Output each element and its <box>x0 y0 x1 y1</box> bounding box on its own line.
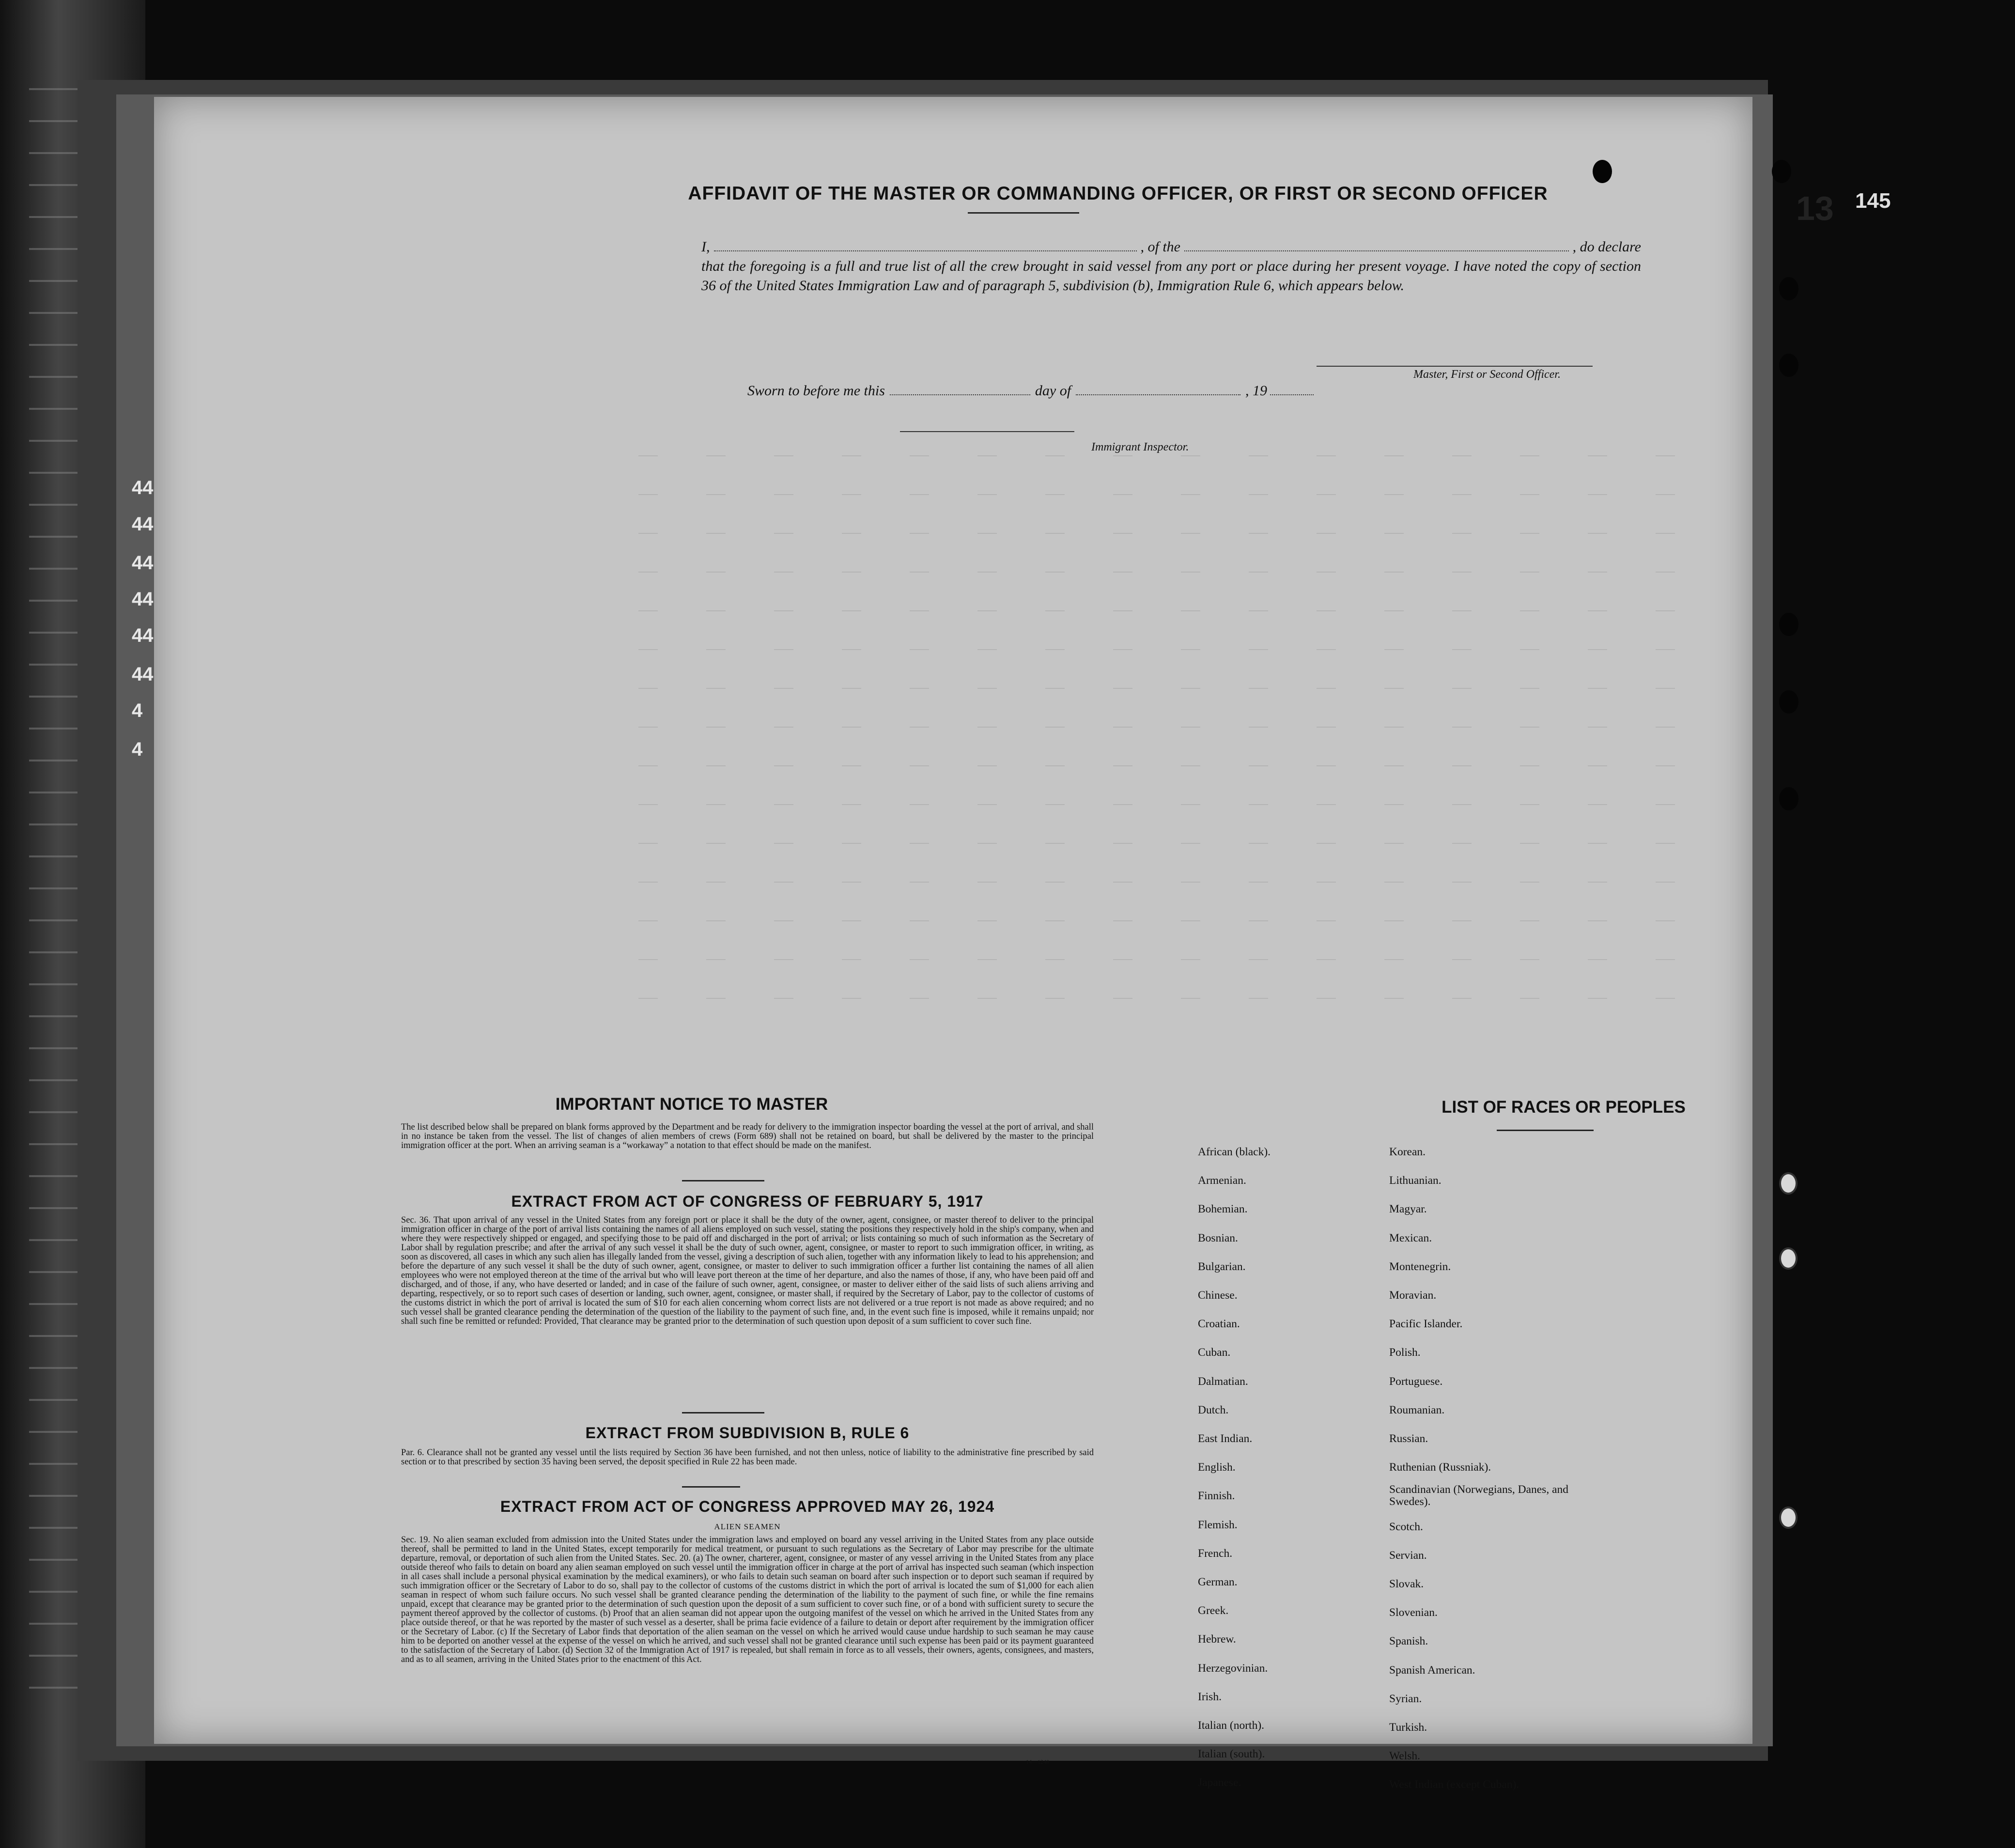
day-blank <box>890 394 1030 395</box>
punch-hole <box>1593 160 1612 183</box>
race-item: Ruthenian (Russniak). <box>1389 1461 1491 1474</box>
race-item: Armenian. <box>1198 1174 1246 1187</box>
faint-bleed-row <box>638 649 1723 650</box>
punch-hole <box>1779 1247 1798 1270</box>
race-item: Bohemian. <box>1198 1203 1248 1216</box>
margin-number: 44 <box>132 664 154 685</box>
race-item: Turkish. <box>1389 1721 1427 1734</box>
faint-bleed-row <box>638 688 1723 689</box>
document-sheet <box>154 97 1834 1791</box>
race-item: Herzegovinian. <box>1198 1662 1268 1675</box>
race-item: Chinese. <box>1198 1289 1238 1302</box>
race-item: Slovak. <box>1389 1578 1424 1590</box>
affidavit-title: AFFIDAVIT OF THE MASTER OR COMMANDING OFFICER, OR FIRST OR SECOND OFFICER <box>688 183 1548 204</box>
extract-rule6-title: EXTRACT FROM SUBDIVISION B, RULE 6 <box>585 1424 910 1442</box>
race-item: German. <box>1198 1576 1238 1588</box>
race-item: Hebrew. <box>1198 1633 1236 1646</box>
race-item: Spanish. <box>1389 1635 1428 1648</box>
notice-title: IMPORTANT NOTICE TO MASTER <box>555 1095 828 1114</box>
extract-rule6-text: Par. 6. Clearance shall not be granted any vessel until the lists required by Section 36 have been furnished, and not then unless, notice of liability to the administrative fine prescribed by said section or to that prescribed by section 35 having been served, the deposit specified in Rule 22 has been made. <box>401 1448 1094 1467</box>
faint-bleed-row <box>638 610 1723 611</box>
faint-bleed-row <box>638 765 1723 766</box>
race-item: Croatian. <box>1198 1318 1240 1331</box>
faint-bleed-row <box>638 727 1723 728</box>
faint-bleed-row <box>638 572 1723 573</box>
extract-1917-title: EXTRACT FROM ACT OF CONGRESS OF FEBRUARY 5, 1917 <box>511 1193 984 1210</box>
race-item: Roumanian. <box>1389 1403 1445 1416</box>
race-item: French. <box>1198 1547 1233 1560</box>
section-rule <box>682 1486 740 1488</box>
declaration-mid: , of the <box>1140 239 1181 255</box>
race-item: Dutch. <box>1198 1403 1229 1416</box>
race-item: Dalmatian. <box>1198 1375 1248 1388</box>
title-rule <box>968 212 1079 214</box>
faint-bleed-row <box>638 455 1723 456</box>
punch-hole <box>1772 160 1791 183</box>
race-item: Moravian. <box>1389 1289 1437 1302</box>
race-item: Russian. <box>1389 1432 1428 1445</box>
section-rule <box>682 1180 764 1181</box>
faint-bleed-row <box>638 494 1723 495</box>
race-item: Scandinavian (Norwegians, Danes, and Swedes). <box>1389 1483 1569 1508</box>
alien-seamen-subhead: ALIEN SEAMEN <box>714 1522 781 1531</box>
race-item: Finnish. <box>1198 1490 1235 1503</box>
faint-bleed-row <box>638 533 1723 534</box>
punch-hole <box>1779 277 1798 300</box>
inspector-line <box>900 431 1074 432</box>
sworn-start: Sworn to before me this <box>747 383 885 399</box>
declaration-line <box>701 237 1641 257</box>
race-item: Pacific Islander. <box>1389 1318 1463 1331</box>
race-item: East Indian. <box>1198 1432 1253 1445</box>
race-item: Korean. <box>1389 1146 1426 1158</box>
race-item: Japanese. <box>1198 1776 1241 1789</box>
race-item: Syrian. <box>1389 1692 1422 1705</box>
race-item: Lithuanian. <box>1389 1174 1442 1187</box>
extract-1924-title: EXTRACT FROM ACT OF CONGRESS APPROVED MAY 26, 1924 <box>500 1498 995 1515</box>
notice-text: The list described below shall be prepared on blank forms approved by the Department and be ready for delivery to the immigration inspector boarding the vessel at the port of arrival, and shall in no instance be taken from the vessel. The list of changes of alien members of crews (Form 689) shall not be retained on board, but shall be delivered by the master to the principal immigration officer at the port. When an arriving seaman is a “workaway” a notation to that effect should be made on the manifest. <box>401 1122 1094 1150</box>
declaration-start: I, <box>701 239 710 255</box>
race-item: Italian (south). <box>1198 1748 1265 1761</box>
margin-number: 44 <box>132 625 154 646</box>
race-item: Greek. <box>1198 1604 1229 1617</box>
punch-hole <box>1779 787 1798 810</box>
race-item: Magyar. <box>1389 1203 1427 1216</box>
extract-1924-text: Sec. 19. No alien seaman excluded from admission into the United States under the immigration laws and employed on board any vessel arriving in the United States from any place outside thereof, shall be permitted to land in the United States, except temporarily for medical treatment, or pursuant to such regulations as the Secretary of Labor may prescribe for the ultimate departure, removal, or deportation of such alien from the United States. Sec. 20. (a) The owner, charterer, agent, consignee, or master of any vessel arriving in the United States from any place outside thereof who fails to detain on board any alien seaman employed on such vessel until the immigration officer in charge at the port of arrival has inspected such seaman (which inspection in all cases shall include a personal physical examination by the medical examiners), or who fails to detain such seaman on board after such inspection or to deport such seaman if required by such immigration officer or the Secretary of Labor to do so, shall pay to the collector of customs of the customs district in which the port of arrival is located the sum of $1,000 for each alien seaman in respect of whom such failure occurs. No such vessel shall be granted clearance pending the determination of the liability to the payment of such fine, or while the fine remains unpaid, except that clearance may be granted prior to the determination of such question upon the deposit of a sum sufficient to cover such fine, or of a bond with sufficient surety to secure the payment thereof approved by the collector of customs. (b) Proof that an alien seaman did not appear upon the outgoing manifest of the vessel on which he arrived in the United States from any place outside thereof, or that he was reported by the master of such vessel as a deserter, shall be prima facie evidence of a failure to detain or deport after requirement by the immigration officer or the Secretary of Labor. (c) If the Secretary of Labor finds that deportation of the alien seaman on the vessel on which he arrived would cause undue hardship to such seaman he may cause him to be deported on another vessel at the expense of the vessel on which he arrived, and such vessel shall not be granted clearance until such expense has been paid or its payment guaranteed to the satisfaction of the Secretary of Labor. (d) Section 32 of the Immigration Act of 1917 is repealed, but shall remain in force as to all vessels, their owners, agents, consignees, and masters, and as to all seamen, arriving in the United States prior to the enactment of this Act. <box>401 1535 1094 1664</box>
race-item: Servian. <box>1389 1549 1427 1562</box>
punch-hole <box>1779 1506 1798 1529</box>
margin-number: 4 <box>132 739 143 760</box>
race-item: English. <box>1198 1461 1236 1474</box>
race-item: Cuban. <box>1198 1346 1231 1359</box>
sworn-end: , 19 <box>1245 383 1268 399</box>
vessel-blank <box>1184 250 1569 251</box>
affidavit-paragraph: that the foregoing is a full and true list of all the crew brought in said vessel from any port or place during her present voyage. I have noted the copy of section 36 of the United States Immigration Law and of paragraph 5, subdivision (b), Immigration Rule 6, which appears below. <box>701 258 1641 294</box>
race-item: Bulgarian. <box>1198 1260 1246 1273</box>
year-blank <box>1270 394 1314 395</box>
name-blank <box>714 250 1137 251</box>
punch-hole <box>1779 354 1798 377</box>
faint-bleed-row <box>638 804 1723 805</box>
margin-number: 4 <box>132 700 143 721</box>
race-item: Welsh. <box>1389 1750 1421 1763</box>
race-item: Scotch. <box>1389 1520 1423 1533</box>
margin-number: 44 <box>132 589 154 610</box>
handwritten-mark: 13 <box>1796 189 1834 227</box>
month-blank <box>1076 394 1240 395</box>
punch-hole <box>1779 690 1798 714</box>
page-number: 145 <box>1855 189 1891 213</box>
race-item: Portuguese. <box>1389 1375 1443 1388</box>
sworn-line <box>747 383 1358 399</box>
race-item: Spanish American. <box>1389 1663 1475 1677</box>
signature-line <box>1317 366 1593 367</box>
faint-bleed-row <box>638 959 1723 960</box>
race-item: African (black). <box>1198 1146 1271 1158</box>
faint-bleed-row <box>638 882 1723 883</box>
race-item: West Indian (except Cuban). <box>1389 1778 1519 1791</box>
punch-hole <box>1779 1172 1798 1195</box>
sworn-mid: day of <box>1035 383 1071 399</box>
margin-number: 44 <box>132 513 154 535</box>
faint-bleed-row <box>638 920 1723 921</box>
punch-hole <box>1779 613 1798 636</box>
race-item: Slovenian. <box>1389 1606 1438 1619</box>
section-rule <box>682 1412 764 1413</box>
race-item: Italian (north). <box>1198 1719 1265 1732</box>
race-item: Polish. <box>1389 1346 1421 1359</box>
race-item: Mexican. <box>1389 1231 1432 1244</box>
race-item: Montenegrin. <box>1389 1260 1451 1273</box>
faint-bleed-row <box>638 843 1723 844</box>
faint-bleed-row <box>638 998 1723 999</box>
margin-number: 44 <box>132 552 154 574</box>
declaration-end: , do declare <box>1572 239 1641 255</box>
races-title: LIST OF RACES OR PEOPLES <box>1442 1098 1686 1117</box>
signature-label: Master, First or Second Officer. <box>1413 368 1561 381</box>
margin-number: 44 <box>132 477 154 498</box>
form-code: 14—1240 <box>1026 1758 1049 1765</box>
inspector-label: Immigrant Inspector. <box>1091 441 1189 453</box>
race-item: Flemish. <box>1198 1518 1238 1531</box>
race-item: Bosnian. <box>1198 1231 1238 1244</box>
extract-1917-text: Sec. 36. That upon arrival of any vessel in the United States from any foreign port or place it shall be the duty of the owner, agent, consignee, or master thereof to deliver to the principal immigration officer in charge of the port of arrival lists containing the names of all aliens employed on such vessel, stating the positions they respectively hold in the ship's company, when and where they were respectively shipped or engaged, and specifying those to be paid off and discharged in the port of arrival; or lists containing so much of such information as the Secretary of Labor shall by regulation prescribe; and after the arrival of any such vessel it shall be the duty of such owner, agent, consignee, or master to report to such immigration officer, in writing, as soon as discovered, all cases in which any such alien has illegally landed from the vessel, giving a description of such alien, together with any information likely to lead to his apprehension; and before the departure of any such vessel it shall be the duty of such owner, agent, consignee, or master to deliver to such immigration officer a further list containing the names of all alien employees who were not employed thereon at the time of the arrival but who will leave port thereon at the time of her departure, and also the names of those, if any, who have been paid off and discharged, and of those, if any, who have deserted or landed; and in case of the failure of such owner, agent, consignee, or master to deliver either of the said lists of such aliens arriving and departing, respectively, or so to report such cases of desertion or landing, such owner, agent, consignee, or master shall, if required by the Secretary of Labor, pay to the collector of customs of the customs district in which the port of arrival is located the sum of $10 for each alien concerning whom correct lists are not delivered or a true report is not made as above required; and no such vessel shall be granted clearance pending the determination of the question of the liability to the payment of such fine, and, in the event such fine is imposed, while it remains unpaid; nor shall such fine be remitted or refunded: Provided, That clearance may be granted prior to the determination of such question upon deposit of a sum sufficient to cover such fine. <box>401 1215 1094 1326</box>
races-rule <box>1497 1130 1594 1131</box>
affidavit-body <box>701 237 1641 295</box>
race-item: Irish. <box>1198 1690 1222 1703</box>
